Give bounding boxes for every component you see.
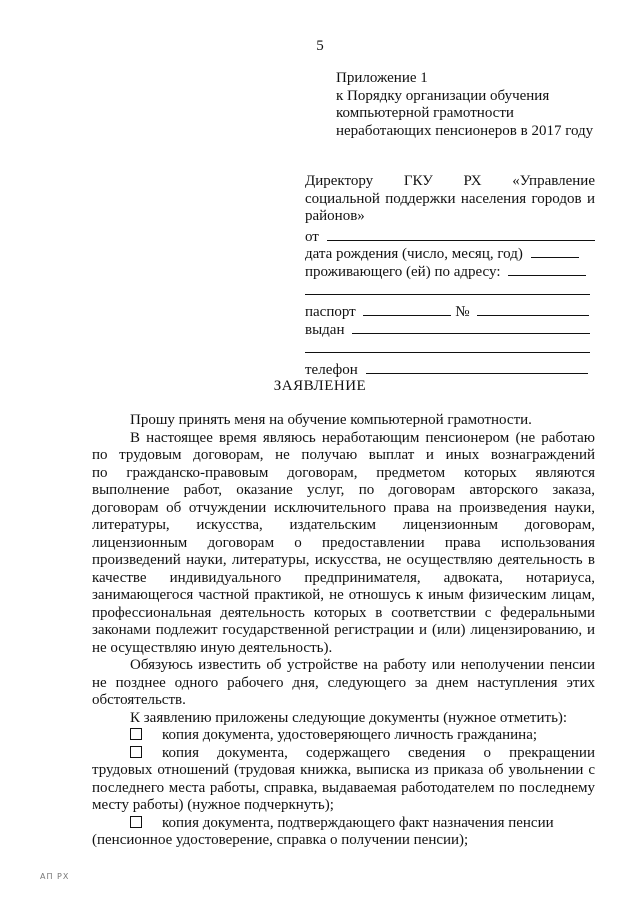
- text-line: по трудовым договорам, не получаю выплат и иных вознаграждений: [92, 447, 595, 463]
- document-body: [92, 412, 595, 850]
- passport-number-label: №: [455, 304, 470, 320]
- birth-date-blank[interactable]: [531, 243, 579, 258]
- from-blank[interactable]: [327, 226, 595, 241]
- text-line: не позднее одного рабочего дня, следующего за днем наступления этих: [92, 674, 595, 691]
- text-line: Обязуюсь известить об устройстве на работу или неполучении пенсии: [130, 657, 595, 673]
- appendix-line: компьютерной грамотности: [336, 105, 514, 121]
- text-line: обстоятельств.: [92, 692, 186, 708]
- text-line: законами подлежит государственной регистрации и (или) лицензированию, и: [92, 622, 595, 638]
- text-line: договорам об отчуждении исключительного права на произведения науки,: [92, 499, 595, 516]
- appendix-header: [336, 70, 626, 140]
- text-line: [92, 815, 595, 833]
- paragraph: Прошу принять меня на обучение компьютерной грамотности.: [130, 412, 532, 428]
- addressee-line: районов»: [305, 208, 365, 224]
- attachment-item-identity[interactable]: [92, 727, 595, 745]
- birth-date-field[interactable]: [305, 243, 595, 261]
- text-line: [92, 745, 595, 763]
- paragraph: К заявлению приложены следующие документы (нужное отметить):: [130, 709, 568, 726]
- attachment-item-pension[interactable]: [92, 815, 595, 850]
- passport-field[interactable]: [305, 301, 595, 319]
- appendix-line: к Порядку организации обучения: [336, 87, 550, 104]
- attachment-item-employment[interactable]: [92, 745, 595, 815]
- checkbox[interactable]: [130, 728, 142, 740]
- address-field[interactable]: [305, 261, 595, 279]
- address-blank[interactable]: [508, 261, 586, 276]
- appendix-line: Приложение 1: [336, 70, 428, 86]
- issued-blank-line[interactable]: [305, 338, 590, 353]
- phone-label: телефон: [305, 362, 358, 378]
- birth-date-label: дата рождения (число, месяц, год): [305, 246, 523, 262]
- phone-blank[interactable]: [366, 359, 588, 374]
- text-line: трудовых отношений (трудовая книжка, выписка из приказа об увольнении с: [92, 762, 595, 778]
- text-line: (пенсионное удостоверение, справка о получении пенсии);: [92, 832, 469, 848]
- appendix-line: неработающих пенсионеров в 2017 году: [336, 122, 594, 139]
- address-label: проживающего (ей) по адресу:: [305, 263, 501, 280]
- issued-blank[interactable]: [352, 319, 590, 334]
- text-line: произведений науки, литературы, искусства, не осуществляю деятельность в: [92, 552, 595, 568]
- passport-series-blank[interactable]: [363, 301, 451, 316]
- page-number: 5: [316, 38, 324, 54]
- addressee-line: Директору ГКУ РХ «Управление: [305, 173, 595, 189]
- addressee-block: [305, 173, 595, 377]
- passport-number-blank[interactable]: [477, 301, 589, 316]
- addressee-line: социальной поддержки населения городов и: [305, 190, 595, 207]
- text-line: последнего места работы, справка, выдаваемая работодателем по последнему: [92, 779, 595, 796]
- text-line: выполнение работ, оказание услуг, по договорам авторского заказа,: [92, 482, 595, 498]
- attachment-label: копия документа, подтверждающего факт назначения пенсии: [162, 814, 554, 831]
- text-line: месту работы) (нужное подчеркнуть);: [92, 797, 334, 813]
- from-field[interactable]: [305, 226, 595, 244]
- paragraph: [92, 657, 595, 710]
- issued-field[interactable]: [305, 319, 595, 337]
- checkbox[interactable]: [130, 816, 142, 828]
- checkbox[interactable]: [130, 746, 142, 758]
- attachment-label: копия документа, содержащего сведения о прекращении: [162, 744, 595, 761]
- text-line: по гражданско-правовым договорам, предметом которых являются: [92, 464, 595, 481]
- text-line: профессиональная деятельность которых в соответствии с федеральными: [92, 604, 595, 621]
- text-line: качестве индивидуального предпринимателя, адвоката, нотариуса,: [92, 569, 595, 586]
- text-line: лицензионным договорам о предоставлении права использования: [92, 534, 595, 551]
- text-line: не осуществляю иную деятельность).: [92, 639, 333, 656]
- passport-label: паспорт: [305, 304, 356, 320]
- text-line: В настоящее время являюсь неработающим пенсионером (не работаю: [130, 429, 595, 446]
- phone-field[interactable]: [305, 359, 595, 377]
- footer-mark: АП РХ: [40, 872, 70, 881]
- address-blank-line[interactable]: [305, 280, 590, 295]
- text-line: занимающегося частной практикой, не отношусь к иным физическим лицам,: [92, 587, 595, 603]
- issued-label: выдан: [305, 321, 345, 338]
- paragraph: [92, 430, 595, 658]
- document-title: ЗАЯВЛЕНИЕ: [273, 378, 367, 394]
- text-line: литературы, искусства, издательским лицензионным договорам,: [92, 517, 595, 533]
- attachment-label: копия документа, удостоверяющего личность гражданина;: [162, 727, 538, 743]
- from-label: от: [305, 228, 319, 245]
